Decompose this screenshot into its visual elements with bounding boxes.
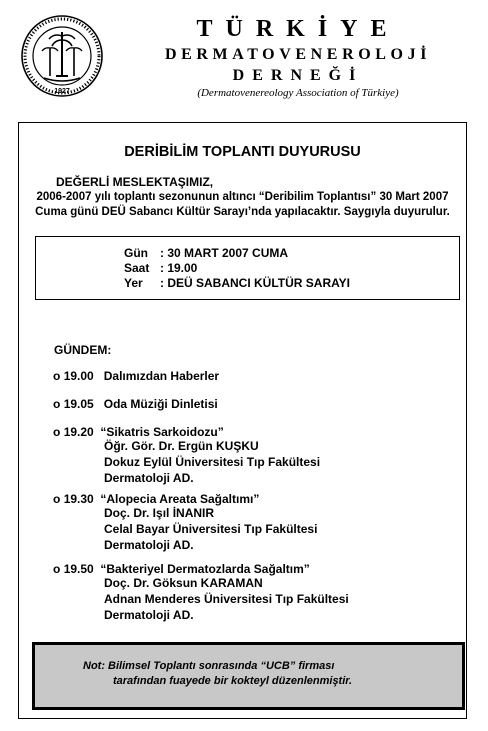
info-day-value: : 30 MART 2007 CUMA (160, 246, 289, 260)
agenda-title-text: “Alopecia Areata Sağaltımı” (100, 492, 260, 506)
info-time-value: : 19.00 (160, 261, 198, 275)
agenda-bullet: o (53, 397, 61, 411)
agenda-item (53, 491, 318, 552)
header-title-line1: TÜRKİYE (196, 16, 400, 42)
header-title-line3: DERNEĞİ (232, 67, 364, 84)
note-box (32, 642, 465, 710)
agenda-time: 19.00 (63, 369, 94, 383)
logo-year: 1927 (54, 88, 70, 95)
info-place-label: Yer (124, 276, 143, 290)
agenda-title-text: Oda Müziği Dinletisi (103, 397, 218, 411)
agenda-institution: Celal Bayar Üniversitesi Tıp Fakültesi (104, 522, 318, 536)
info-time (124, 261, 197, 275)
info-place-value: : DEÜ SABANCI KÜLTÜR SARAYI (160, 276, 351, 290)
agenda-department: Dermatoloji AD. (104, 471, 194, 485)
agenda-item (53, 368, 219, 384)
greeting: DEĞERLİ MESLEKTAŞIMIZ, (56, 175, 214, 189)
announcement-frame (18, 122, 467, 719)
note-line1: Not: Bilimsel Toplantı sonrasında “UCB” firması (83, 660, 335, 672)
agenda-title-text: “Sikatris Sarkoidozu” (100, 425, 224, 439)
info-place (124, 276, 350, 290)
agenda-institution: Adnan Menderes Üniversitesi Tıp Fakültesi (104, 592, 349, 606)
note-text (83, 659, 352, 689)
agenda-institution: Dokuz Eylül Üniversitesi Tıp Fakültesi (104, 455, 321, 469)
letterhead (0, 0, 488, 110)
agenda-speaker: Doç. Dr. Göksun KARAMAN (104, 576, 263, 590)
agenda-time: 19.30 (63, 492, 94, 506)
agenda-title: GÜNDEM: (54, 343, 112, 357)
info-day (124, 246, 288, 260)
agenda-title-text: Dalımızdan Haberler (103, 369, 220, 383)
paragraph-line2: Cuma günü DEÜ Sabancı Kültür Sarayı’nda yapılacaktır. Saygıyla duyurulur. (35, 205, 450, 218)
agenda-bullet: o (53, 425, 61, 439)
agenda-item (53, 424, 321, 485)
header-title-line2: DERMATOVENEROLOJİ (164, 46, 432, 63)
header-subtitle: (Dermatovenereology Association of Türkiye) (197, 87, 399, 99)
agenda-department: Dermatoloji AD. (104, 608, 194, 622)
agenda-time: 19.50 (63, 562, 94, 576)
agenda-time: 19.05 (63, 397, 94, 411)
agenda-department: Dermatoloji AD. (104, 538, 194, 552)
association-seal-icon (20, 14, 104, 98)
agenda-speaker: Öğr. Gör. Dr. Ergün KUŞKU (104, 439, 259, 453)
agenda-item (53, 561, 349, 622)
announcement-title: DERİBİLİM TOPLANTI DUYURUSU (124, 144, 361, 160)
agenda-speaker: Doç. Dr. Işıl İNANIR (104, 506, 215, 520)
info-time-label: Saat (124, 261, 150, 275)
paragraph-line1: 2006-2007 yılı toplantı sezonunun altıncı “Deribilim Toplantısı” 30 Mart 2007 (36, 191, 449, 203)
info-day-label: Gün (124, 246, 148, 260)
note-line2: tarafından fuayede bir kokteyl düzenlenmiştir. (113, 675, 353, 687)
agenda-bullet: o (53, 492, 61, 506)
agenda-bullet: o (53, 562, 61, 576)
announcement-paragraph (19, 190, 466, 219)
agenda-item (53, 396, 218, 412)
agenda-title-text: “Bakteriyel Dermatozlarda Sağaltım” (100, 562, 310, 576)
event-info-box (35, 236, 460, 300)
agenda-time: 19.20 (63, 425, 94, 439)
agenda-bullet: o (53, 369, 61, 383)
